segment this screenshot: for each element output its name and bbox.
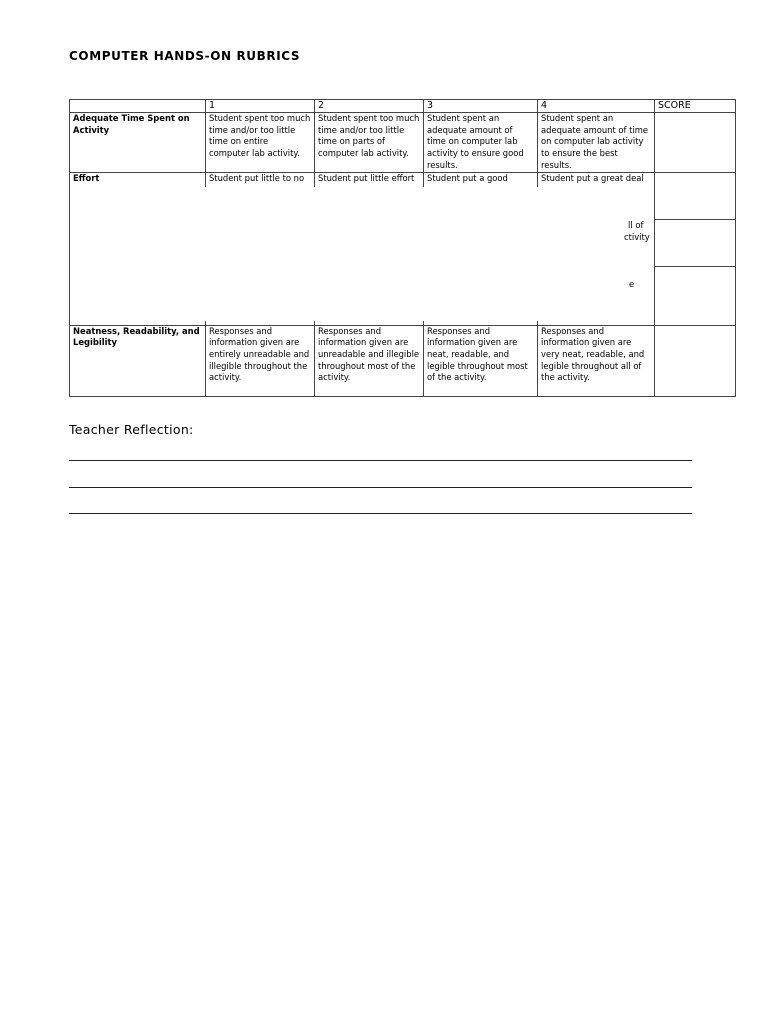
score-cell[interactable] [655,113,736,173]
score-subcell[interactable] [655,219,735,266]
page-title: COMPUTER HANDS-ON RUBRICS [69,49,301,63]
criterion-label: Effort [73,172,100,183]
level-cell: Student spent too much time and/or too little time on parts of computer lab activity. [315,113,424,173]
header-level-1: 1 [206,100,315,113]
level-text: Student put little to no [209,172,305,183]
level-cell: Responses and information given are unreadable and illegible throughout most of the activity. [315,325,424,396]
table-row [70,113,736,173]
level-text: Student put a great deal [541,172,644,183]
reflection-line[interactable] [69,460,692,461]
level-cell: Responses and information given are entirely unreadable and illegible throughout the activity. [206,325,315,396]
criterion-cell: Neatness, Readability, and Legibility [70,325,206,396]
peek-fragment: ll of [628,220,644,230]
reflection-line[interactable] [69,487,692,488]
level-text: Student put little effort [318,172,415,183]
table-row [70,325,736,396]
level-cell: Responses and information given are neat, readable, and legible throughout most of the activity. [424,325,538,396]
rendering-gap [70,187,628,321]
header-score: SCORE [655,100,736,113]
score-subcell[interactable] [655,173,735,219]
peek-fragment: e [629,279,635,289]
header-level-2: 2 [315,100,424,113]
header-level-4: 4 [538,100,655,113]
peek-fragment: ctivity [624,232,650,242]
level-cell: Responses and information given are very neat, readable, and legible throughout all of the activity. [538,325,655,396]
level-text: Student put a good [427,172,508,183]
criterion-cell: Adequate Time Spent on Activity [70,113,206,173]
score-cell-group[interactable] [655,172,736,325]
level-cell: Student spent an adequate amount of time on computer lab activity to ensure good results. [424,113,538,173]
header-criterion [70,100,206,113]
level-cell: Student spent too much time and/or too little time on entire computer lab activity. [206,113,315,173]
score-cell[interactable] [655,325,736,396]
reflection-line[interactable] [69,513,692,514]
score-subcell[interactable] [655,266,735,325]
teacher-reflection-label: Teacher Reflection: [69,422,194,437]
table-header-row [70,100,736,113]
header-level-3: 3 [424,100,538,113]
level-cell: Student spent an adequate amount of time on computer lab activity to ensure the best results. [538,113,655,173]
